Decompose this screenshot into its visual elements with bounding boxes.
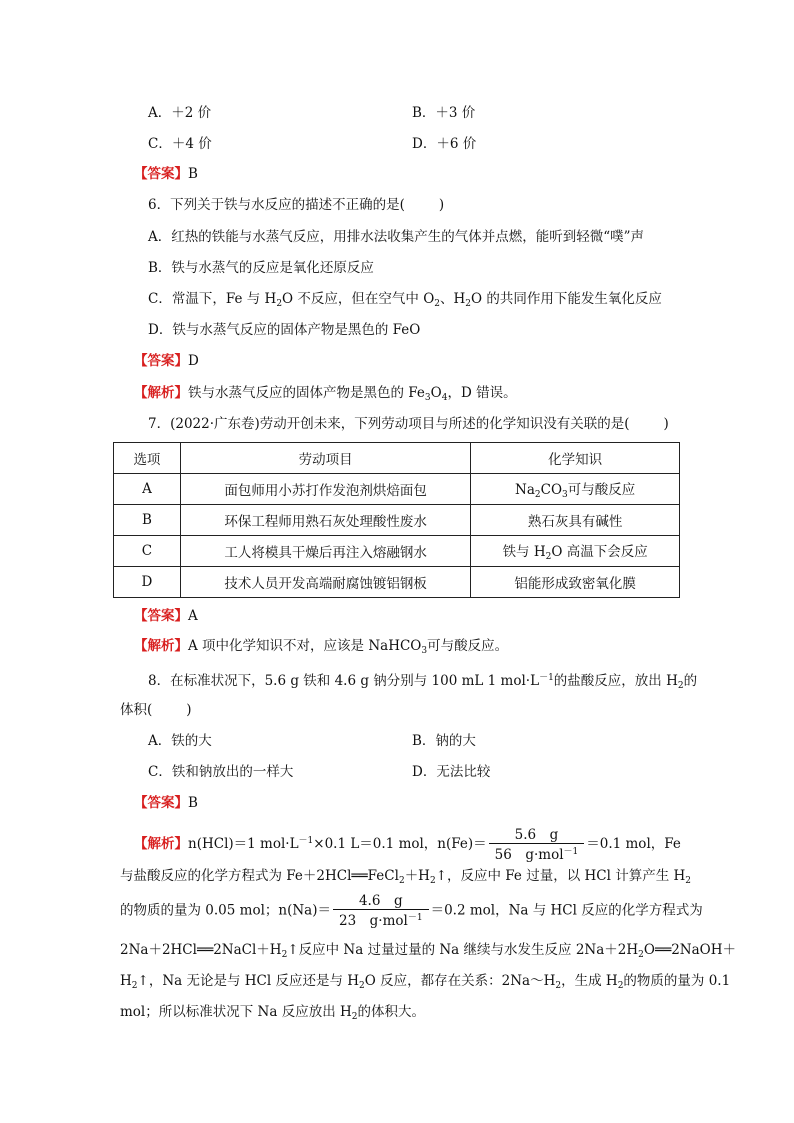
q8-analysis-line1 bbox=[134, 824, 681, 863]
subscript: 2 bbox=[276, 299, 283, 309]
table-row bbox=[114, 536, 680, 567]
superscript: －1 bbox=[563, 846, 579, 857]
subscript: 2 bbox=[534, 490, 541, 500]
text: 8．在标准状况下，5.6 g 铁和 4.6 g 钠分别与 100 mL 1 mol·L bbox=[148, 673, 540, 689]
numerator: 5.6 g bbox=[514, 826, 559, 843]
answer-value: A bbox=[188, 608, 198, 624]
q6-stem bbox=[148, 196, 444, 214]
subscript: 2 bbox=[465, 299, 472, 309]
text: mol；所以标准状况下 Na 反应放出 H bbox=[120, 1004, 352, 1020]
q6-stem-text: 6．下列关于铁与水反应的描述不正确的是( bbox=[148, 197, 405, 213]
table-row bbox=[114, 567, 680, 598]
header-labor-item: 劳动项目 bbox=[180, 443, 470, 474]
superscript: －1 bbox=[298, 836, 314, 846]
text: 的体积大。 bbox=[357, 1004, 425, 1020]
q8-analysis-line3 bbox=[120, 893, 703, 929]
analysis-tag: 【解析】 bbox=[134, 836, 188, 852]
text: C．常温下，Fe 与 H bbox=[148, 291, 277, 307]
superscript: －1 bbox=[539, 673, 554, 683]
text: ↑，反应中 Fe 过量，以 HCl 计算产生 H bbox=[435, 868, 686, 884]
text: 可与酸反应。 bbox=[427, 638, 509, 654]
denominator bbox=[333, 909, 429, 929]
row-option: B bbox=[114, 505, 181, 536]
text: H bbox=[120, 973, 132, 989]
q8-option-b: B．钠的大 bbox=[412, 733, 476, 749]
subscript: 3 bbox=[421, 646, 428, 656]
text: A 项中化学知识不对，应该是 NaHCO bbox=[188, 638, 422, 654]
q8-analysis-line6 bbox=[120, 1003, 425, 1026]
text: 的盐酸反应，放出 H bbox=[553, 673, 678, 689]
text: O 反应，都存在关系：2Na～H bbox=[364, 973, 556, 989]
text: ↑，Na 无论是与 HCl 反应还是与 H bbox=[137, 973, 360, 989]
q8-stem-end: ) bbox=[186, 702, 192, 718]
text: O 的共同作用下能发生氧化反应 bbox=[471, 291, 662, 307]
subscript: 2 bbox=[434, 299, 440, 309]
row-labor-item: 工人将模具干燥后再注入熔融钢水 bbox=[180, 536, 470, 567]
table-header-row bbox=[114, 443, 680, 474]
text: CO bbox=[540, 482, 563, 498]
q8-analysis-line4 bbox=[120, 941, 736, 964]
subscript: 3 bbox=[424, 393, 431, 403]
answer-value: B bbox=[188, 795, 198, 811]
subscript: 4 bbox=[441, 393, 448, 403]
row-labor-item: 面包师用小苏打作发泡剂烘焙面包 bbox=[180, 474, 470, 505]
q8-analysis-line2 bbox=[120, 867, 691, 890]
subscript: 2 bbox=[617, 981, 624, 991]
q6-option-a: A．红热的铁能与水蒸气反应，用排水法收集产生的气体并点燃，能听到轻微“噗”声 bbox=[148, 229, 645, 245]
text: 2Na＋2HCl══2NaCl＋H bbox=[120, 942, 282, 958]
text: 铁与 H bbox=[502, 544, 546, 560]
analysis-tag: 【解析】 bbox=[134, 385, 188, 401]
row-chem-knowledge bbox=[471, 474, 680, 505]
q5-option-c: C．＋4 价 bbox=[148, 136, 212, 152]
text: 铁与水蒸气反应的固体产物是黑色的 Fe bbox=[188, 385, 425, 401]
q6-stem-end: ) bbox=[438, 197, 445, 213]
text: ×0.1 L＝0.1 mol，n(Fe)＝ bbox=[313, 836, 487, 852]
q7-analysis bbox=[134, 637, 508, 660]
q8-stem-line2 bbox=[120, 701, 192, 719]
q8-option-c: C．铁和钠放出的一样大 bbox=[148, 764, 294, 780]
row-option: D bbox=[114, 567, 181, 598]
subscript: 2 bbox=[677, 681, 684, 691]
text: ↑反应中 Na 过量过量的 Na 继续与水发生反应 2Na＋2H bbox=[287, 942, 639, 958]
q5-option-d: D．＋6 价 bbox=[412, 136, 477, 152]
q5-option-b: B．＋3 价 bbox=[412, 105, 476, 121]
text: O══2NaOH＋ bbox=[643, 942, 736, 958]
table-row bbox=[114, 505, 680, 536]
subscript: 2 bbox=[545, 552, 552, 562]
q7-table bbox=[113, 442, 680, 598]
text: 可与酸反应 bbox=[567, 482, 636, 498]
answer-tag: 【答案】 bbox=[134, 608, 188, 624]
subscript: 2 bbox=[429, 876, 436, 886]
table-row bbox=[114, 474, 680, 505]
fraction bbox=[489, 827, 585, 863]
q7-stem bbox=[148, 415, 669, 433]
row-option: C bbox=[114, 536, 181, 567]
header-option: 选项 bbox=[114, 443, 181, 474]
q6-option-c bbox=[148, 290, 662, 313]
row-chem-knowledge bbox=[471, 536, 680, 567]
q8-answer bbox=[134, 794, 198, 812]
row-labor-item: 技术人员开发高端耐腐蚀镀铝钢板 bbox=[180, 567, 470, 598]
text: O 不反应，但在空气中 O bbox=[282, 291, 435, 307]
subscript: 2 bbox=[555, 981, 562, 991]
text: 56 g·mol bbox=[494, 846, 564, 863]
text: ＝0.2 mol，Na 与 HCl 反应的化学方程式为 bbox=[430, 902, 703, 919]
text: 、H bbox=[440, 291, 466, 307]
analysis-tag: 【解析】 bbox=[134, 638, 188, 654]
q8-analysis-line5 bbox=[120, 972, 730, 995]
text: n(HCl)＝1 mol·L bbox=[188, 836, 299, 852]
q8-option-d: D．无法比较 bbox=[412, 764, 491, 780]
text: O 高温下会反应 bbox=[551, 544, 648, 560]
answer-value: B bbox=[188, 166, 198, 182]
answer-tag: 【答案】 bbox=[134, 795, 188, 811]
text: ，D 错误。 bbox=[447, 385, 517, 401]
header-chem-knowledge: 化学知识 bbox=[471, 443, 680, 474]
text: 23 g·mol bbox=[338, 913, 408, 929]
q8-option-a: A．铁的大 bbox=[148, 733, 212, 749]
row-chem-knowledge: 铝能形成致密氧化膜 bbox=[471, 567, 680, 598]
text: ，生成 H bbox=[561, 973, 618, 989]
q8-stem bbox=[148, 669, 697, 695]
text: Na bbox=[515, 482, 535, 498]
q6-option-b: B．铁与水蒸气的反应是氧化还原反应 bbox=[148, 260, 374, 276]
row-option: A bbox=[114, 474, 181, 505]
q7-stem-end: ) bbox=[663, 416, 669, 432]
answer-tag: 【答案】 bbox=[134, 353, 188, 369]
answer-value: D bbox=[188, 353, 199, 369]
q6-answer bbox=[134, 352, 199, 370]
subscript: 2 bbox=[359, 981, 365, 991]
fraction bbox=[333, 893, 429, 929]
subscript: 2 bbox=[638, 950, 644, 960]
q7-answer bbox=[134, 607, 198, 625]
subscript: 3 bbox=[562, 490, 568, 500]
subscript: 2 bbox=[398, 876, 405, 886]
numerator: 4.6 g bbox=[358, 893, 403, 909]
text: 的物质的量为 0.1 bbox=[623, 973, 731, 989]
q7-stem-text: 7．(2022·广东卷)劳动开创未来，下列劳动项目与所述的化学知识没有关联的是( bbox=[148, 416, 630, 432]
row-labor-item: 环保工程师用熟石灰处理酸性废水 bbox=[180, 505, 470, 536]
text: ＝0.1 mol，Fe bbox=[586, 836, 681, 852]
text: 的物质的量为 0.05 mol；n(Na)＝ bbox=[120, 902, 331, 919]
subscript: 2 bbox=[131, 981, 138, 991]
answer-tag: 【答案】 bbox=[134, 166, 188, 182]
subscript: 2 bbox=[281, 950, 288, 960]
row-chem-knowledge: 熟石灰具有碱性 bbox=[471, 505, 680, 536]
text: 与盐酸反应的化学方程式为 Fe＋2HCl══FeCl bbox=[120, 868, 399, 884]
text: 体积( bbox=[120, 702, 153, 718]
q5-answer bbox=[134, 165, 198, 183]
denominator bbox=[489, 843, 585, 863]
text: ＋H bbox=[404, 868, 430, 884]
q6-option-d: D．铁与水蒸气反应的固体产物是黑色的 FeO bbox=[148, 322, 421, 338]
q5-option-a: A．＋2 价 bbox=[148, 105, 212, 121]
subscript: 2 bbox=[351, 1012, 358, 1022]
superscript: －1 bbox=[407, 913, 423, 923]
q6-analysis bbox=[134, 384, 517, 407]
text: O bbox=[430, 385, 442, 401]
text: 的 bbox=[683, 673, 698, 689]
subscript: 2 bbox=[685, 876, 692, 886]
